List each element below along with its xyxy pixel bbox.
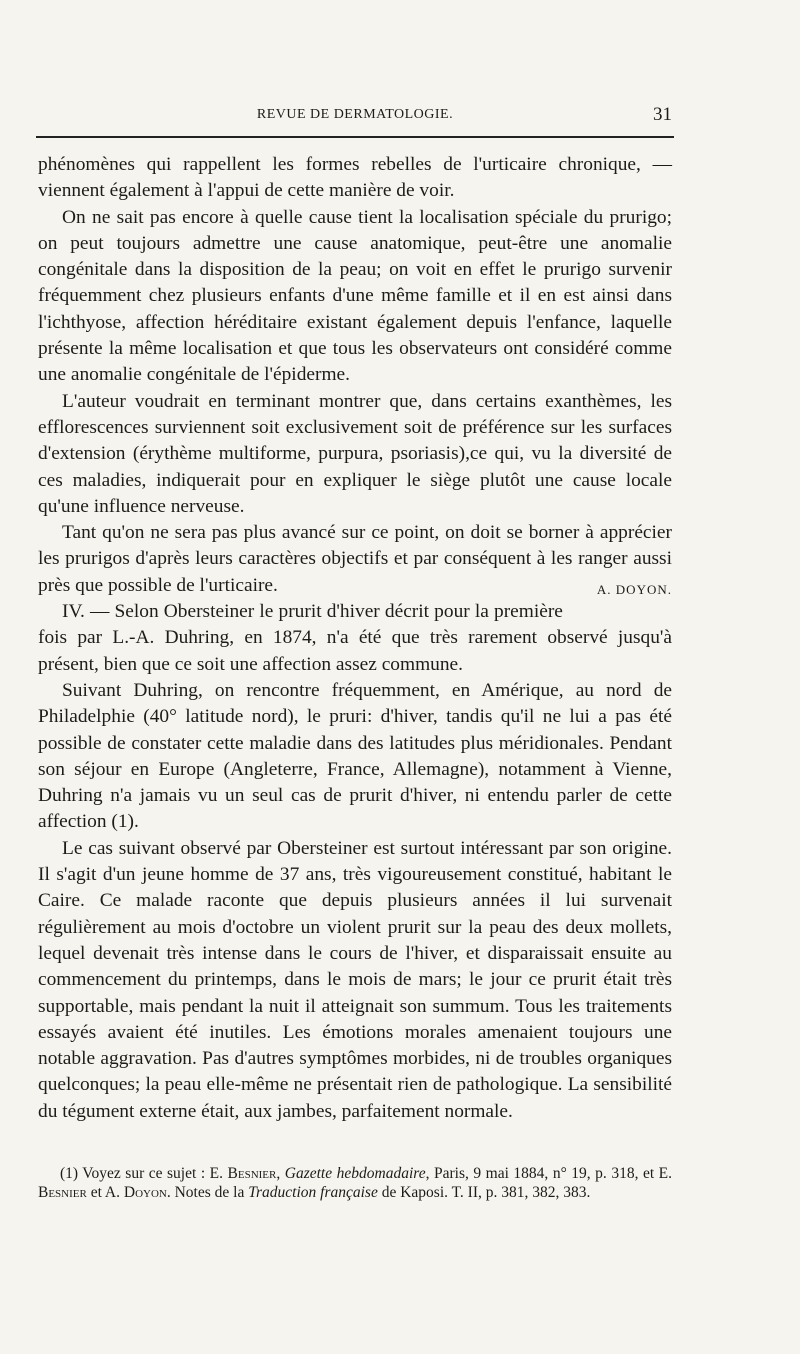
footnote-1: (1) Voyez sur ce sujet : E. Besnier, Gazette hebdomadaire, Paris, 9 mai 1884, n° 19, p. 318, et E. Besnier et A. Doyon. Notes de la Traduction française de Kaposi. T. II, p. 381, 382, 383.	[38, 1165, 673, 1201]
paragraph-7: Le cas suivant observé par Obersteiner est surtout intéressant par son origine. Il s'agit d'un jeune homme de 37 ans, très vigoureusement constitué, habitant le Caire. Ce malade raconte que depuis plusieurs années il lui survenait régulièrement au mois d'octobre un violent prurit sur la peau des deux mollets, lequel devenait très intense dans le cours de l'hiver, et disparaissait ensuite au commencement du printemps, dans le mois de mars; le jour ce prurit était très supportable, mais pendant la nuit il atteignait son summum. Tous les traitements essayés avaient été inutiles. Les émotions morales amenaient toujours une notable aggravation. Pas d'autres symptômes morbides, ni de troubles organiques quelconques; la peau elle-même ne présentait rien de pathologique. La sensibilité du tégument externe était, aux jambes, parfaitement normale.	[38, 837, 672, 1122]
paragraph-1: phénomènes qui rappellent les formes rebelles de l'urticaire chronique, — viennent également à l'appui de cette manière de voir.	[38, 154, 672, 202]
author-signature: A. DOYON.	[596, 581, 672, 597]
footnote-details-4: de Kaposi. T. II, p. 381, 382, 383.	[381, 1184, 591, 1201]
page-header	[38, 104, 672, 128]
header-rule	[36, 136, 674, 138]
paragraph-6: Suivant Duhring, on rencontre fréquemment, en Amérique, au nord de Philadelphie (40° latitude nord), le pruri: d'hiver, tandis qu'il ne lui a pas été possible de constater cette maladie dans des latitudes plus méridionales. Pendant son séjour en Europe (Angleterre, France, Allemagne), notamment à Vienne, Duhring n'a jamais vu un seul cas de prurit d'hiver, ni entendu parler de cette affection (1).	[38, 679, 672, 833]
footnote-details-1: , Paris, 9 mai 1884, n° 19, p. 318, et E.	[425, 1165, 673, 1182]
paragraph-3: L'auteur voudrait en terminant montrer que, dans certains exanthèmes, les efflorescences surviennent soit exclusivement soit de préférence sur les surfaces d'extension (érythème multiforme, purpura, psoriasis),ce qui, vu la diversité de ces maladies, indiquerait pour en expliquer le siège plutôt une cause locale qu'une influence nerveuse.	[38, 390, 672, 517]
footnote-details-2: et A.	[90, 1184, 120, 1201]
body-text	[38, 152, 672, 1125]
paragraph-4-text: Tant qu'on ne sera pas plus avancé sur ce point, on doit se borner à apprécier les prurigos d'après leurs caractères objectifs et par conséquent à les ranger aussi près que possible de l'urticaire.	[38, 522, 672, 596]
footnote-author-3: Doyon	[123, 1184, 167, 1201]
footnote-details-3: . Notes de la	[166, 1184, 245, 1201]
footnote-intro: (1) Voyez sur ce sujet : E.	[60, 1165, 223, 1182]
paragraph-2: On ne sait pas encore à quelle cause tient la localisation spéciale du prurigo; on peut toujours admettre une cause anatomique, peut-être une anomalie congénitale dans la disposition de la peau; on voit en effet le prurigo survenir fréquemment chez plusieurs enfants d'une même famille et il en est ainsi dans l'ichthyose, affection héréditaire existant également depuis l'enfance, laquelle présente la même localisation et que tous les observateurs ont considéré comme une anomalie congénitale de l'épiderme.	[38, 206, 672, 386]
footnotes	[38, 1164, 672, 1202]
paragraph-5: IV. — Selon Obersteiner le prurit d'hiver décrit pour la première fois par L.-A. Duhring, en 1874, n'a été que très rarement observé jusqu'à présent, bien que ce soit une affection assez commune.	[38, 601, 672, 675]
running-title: REVUE DE DERMATOLOGIE.	[256, 107, 454, 122]
footnote-journal: Gazette hebdomadaire	[284, 1165, 426, 1182]
footnote-author-1: Besnier	[227, 1165, 277, 1182]
page-number: 31	[653, 104, 672, 125]
paragraph-4	[38, 520, 672, 599]
footnote-book: Traduction française	[248, 1184, 378, 1201]
footnote-author-2: Besnier	[38, 1184, 87, 1201]
